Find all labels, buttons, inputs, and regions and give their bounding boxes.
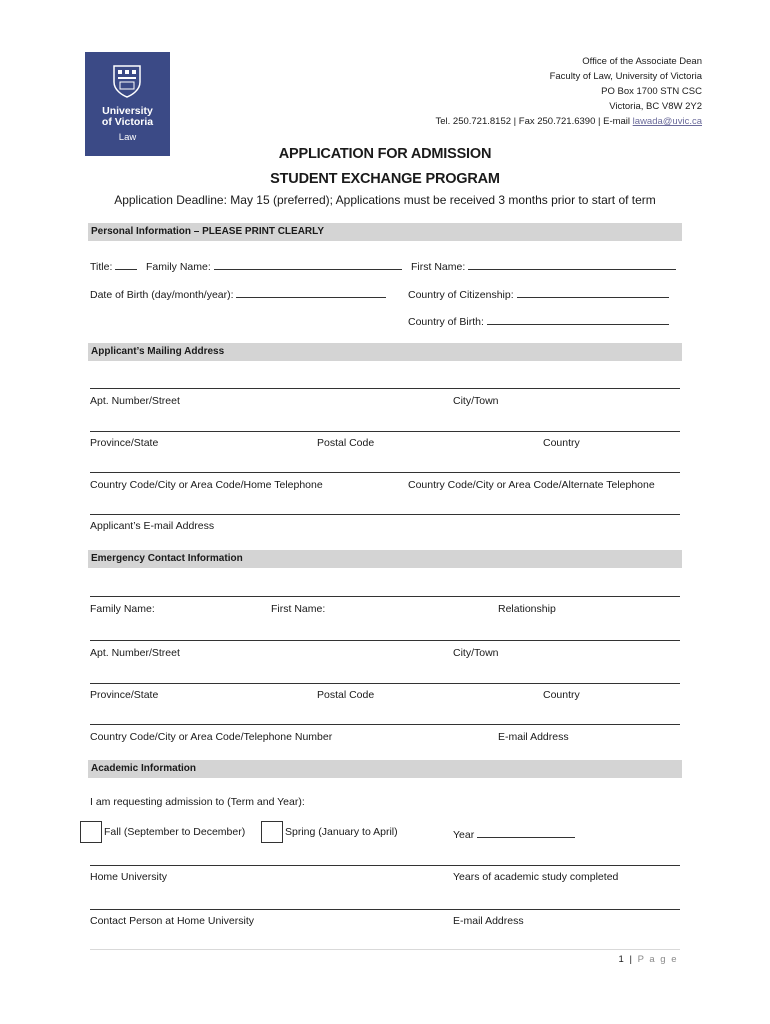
spring-label: Spring (January to April) <box>285 826 398 838</box>
emergency-postal-label: Postal Code <box>317 689 375 701</box>
year-field[interactable] <box>453 826 575 841</box>
form-title-1: APPLICATION FOR ADMISSION <box>278 146 492 162</box>
emergency-phone-label: Country Code/City or Area Code/Telephone Number <box>90 731 333 743</box>
mailing-province-line[interactable] <box>90 431 680 432</box>
emergency-street-line[interactable] <box>90 640 680 641</box>
emergency-relationship-label: Relationship <box>498 603 556 615</box>
title-blank[interactable] <box>115 258 137 270</box>
emergency-street-label: Apt. Number/Street <box>90 647 180 659</box>
page-separator: | <box>625 954 638 965</box>
page-number-value: 1 <box>618 954 626 965</box>
emergency-email-label: E-mail Address <box>498 731 569 743</box>
emergency-first-name-label: First Name: <box>271 603 326 615</box>
title-label: Title: <box>90 261 113 273</box>
fall-label: Fall (September to December) <box>104 826 246 838</box>
first-name-blank[interactable] <box>468 258 676 270</box>
citizenship-field[interactable] <box>408 286 669 301</box>
mailing-street-label: Apt. Number/Street <box>90 395 180 407</box>
birth-country-label: Country of Birth: <box>408 316 484 328</box>
requesting-label: I am requesting admission to (Term and Year): <box>90 796 305 808</box>
first-name-field[interactable] <box>411 258 676 273</box>
section-emergency-heading: Emergency Contact Information <box>88 550 682 568</box>
academic-email-label: E-mail Address <box>453 915 524 927</box>
dob-field[interactable] <box>90 286 386 301</box>
email-link[interactable]: lawada@uvic.ca <box>632 116 702 127</box>
mailing-postal-label: Postal Code <box>317 437 375 449</box>
family-name-field[interactable] <box>146 258 402 273</box>
home-university-label: Home University <box>90 871 168 883</box>
emergency-name-line[interactable] <box>90 596 680 597</box>
mailing-province-label: Province/State <box>90 437 159 449</box>
title-field[interactable] <box>90 258 137 273</box>
citizenship-blank[interactable] <box>517 286 669 298</box>
form-title-2: STUDENT EXCHANGE PROGRAM <box>270 171 500 187</box>
university-logo <box>85 52 170 156</box>
page-number <box>619 954 678 965</box>
birth-country-field[interactable] <box>408 313 669 328</box>
contact-line <box>435 114 702 129</box>
mailing-city-label: City/Town <box>453 395 499 407</box>
fall-checkbox[interactable] <box>80 821 102 843</box>
home-phone-label: Country Code/City or Area Code/Home Telephone <box>90 479 323 491</box>
mailing-phone-line[interactable] <box>90 472 680 473</box>
mailing-email-line[interactable] <box>90 514 680 515</box>
family-name-blank[interactable] <box>214 258 402 270</box>
first-name-label: First Name: <box>411 261 466 273</box>
years-completed-label: Years of academic study completed <box>453 871 619 883</box>
city-postal: Victoria, BC V8W 2Y2 <box>609 101 702 112</box>
section-academic-heading: Academic Information <box>88 760 682 778</box>
logo-line-3: Law <box>118 132 137 143</box>
logo-line-1: University <box>102 105 153 117</box>
emergency-province-label: Province/State <box>90 689 159 701</box>
logo-line-2: of Victoria <box>101 116 154 128</box>
section-personal-heading: Personal Information – PLEASE PRINT CLEARLY <box>88 223 682 241</box>
alt-phone-label: Country Code/City or Area Code/Alternate Telephone <box>408 479 655 491</box>
emergency-city-label: City/Town <box>453 647 499 659</box>
contact-person-line[interactable] <box>90 909 680 910</box>
section-mailing-heading: Applicant’s Mailing Address <box>88 343 682 361</box>
deadline-text: Application Deadline: May 15 (preferred); Applications must be received 3 months prior to start of term <box>114 193 656 207</box>
page-word: P a g e <box>637 954 678 965</box>
year-label: Year <box>453 829 475 841</box>
applicant-email-label: Applicant’s E-mail Address <box>90 520 215 532</box>
emergency-country-label: Country <box>543 689 580 701</box>
mailing-street-line[interactable] <box>90 388 680 389</box>
mailing-country-label: Country <box>543 437 580 449</box>
family-name-label: Family Name: <box>146 261 211 273</box>
crest-icon <box>112 64 142 98</box>
office-name: Office of the Associate Dean <box>582 56 702 67</box>
dob-label: Date of Birth (day/month/year): <box>90 289 234 301</box>
emergency-province-line[interactable] <box>90 683 680 684</box>
faculty-name: Faculty of Law, University of Victoria <box>549 71 702 82</box>
birth-country-blank[interactable] <box>487 313 669 325</box>
contact-person-label: Contact Person at Home University <box>90 915 254 927</box>
po-box: PO Box 1700 STN CSC <box>601 86 702 97</box>
citizenship-label: Country of Citizenship: <box>408 289 514 301</box>
emergency-family-name-label: Family Name: <box>90 603 155 615</box>
year-blank[interactable] <box>477 826 575 838</box>
dob-blank[interactable] <box>236 286 386 298</box>
spring-checkbox[interactable] <box>261 821 283 843</box>
emergency-phone-line[interactable] <box>90 724 680 725</box>
footer-divider <box>90 949 680 950</box>
home-university-line[interactable] <box>90 865 680 866</box>
contact-prefix: Tel. 250.721.8152 | Fax 250.721.6390 | E-mail <box>435 116 633 127</box>
